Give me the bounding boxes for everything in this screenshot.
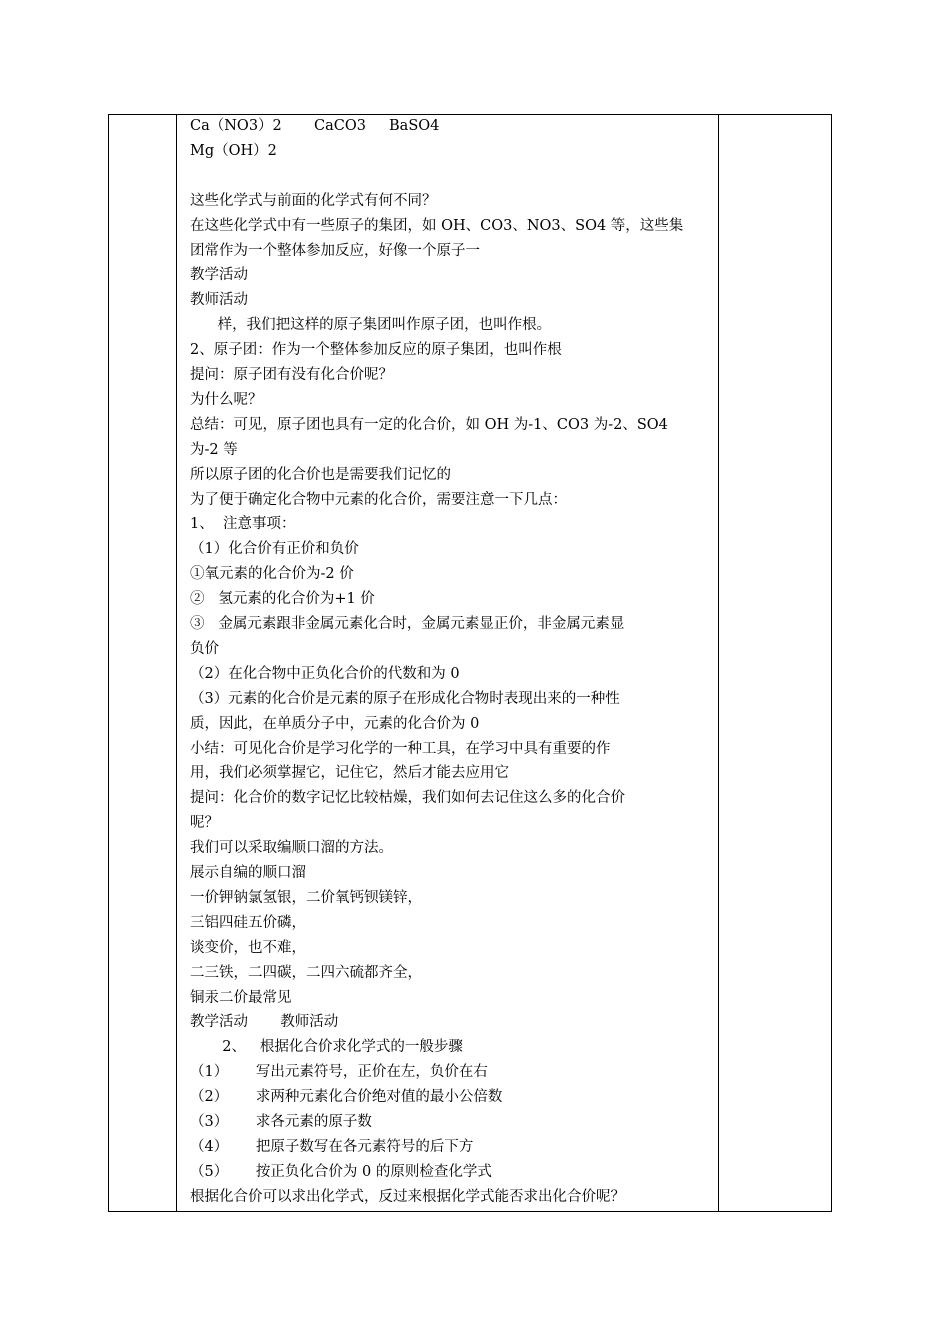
text-line: 根据化合价可以求出化学式，反过来根据化学式能否求出化合价呢？: [190, 1188, 625, 1205]
text-line: （2） 求两种元素化合价绝对值的最小公倍数: [190, 1089, 503, 1106]
text-line: ② 氢元素的化合价为+1 价: [190, 591, 375, 608]
text-line: 提问：化合价的数字记忆比较枯燥，我们如何去记住这么多的化合价: [190, 790, 625, 807]
text-line: 样，我们把这样的原子集团叫作原子团，也叫作根。: [190, 317, 552, 334]
text-line: 展示自编的顺口溜: [190, 865, 306, 881]
text-line: 呢？: [190, 815, 219, 832]
text-line: 教学活动 教师活动: [190, 1014, 339, 1031]
text-line: 负价: [190, 640, 219, 657]
text-line: 教师活动: [190, 292, 248, 309]
text-line: 为了便于确定化合物中元素的化合价，需要注意一下几点：: [190, 491, 567, 508]
text-line: 团常作为一个整体参加反应，好像一个原子一: [190, 242, 480, 259]
text-line: 为什么呢？: [190, 391, 263, 408]
text-line: Ca（NO3）2 CaCO3 BaSO4: [190, 118, 440, 134]
text-line: （1）化合价有正价和负价: [190, 541, 359, 558]
text-line: 二三铁，二四碳，二四六硫都齐全，: [190, 964, 422, 981]
column-divider: [718, 115, 719, 1211]
text-line: （2）在化合物中正负化合价的代数和为 0: [190, 665, 460, 682]
text-line: 小结：可见化合价是学习化学的一种工具，在学习中具有重要的作: [190, 740, 611, 757]
text-line: ③ 金属元素跟非金属元素化合时，金属元素显正价，非金属元素显: [190, 616, 625, 632]
text-line: 2、 根据化合价求化学式的一般步骤: [190, 1039, 463, 1056]
text-line: 我们可以采取编顺口溜的方法。: [190, 840, 393, 857]
text-line: 1、 注意事项：: [190, 516, 296, 533]
column-divider: [176, 115, 177, 1211]
text-line: （3） 求各元素的原子数: [190, 1114, 372, 1130]
text-line: （1） 写出元素符号，正价在左，负价在右: [190, 1064, 488, 1081]
text-line: （4） 把原子数写在各元素符号的后下方: [190, 1138, 474, 1155]
text-line: 提问：原子团有没有化合价呢？: [190, 367, 393, 383]
text-line: 总结：可见，原子团也具有一定的化合价，如 OH 为-1、CO3 为-2、SO4: [190, 416, 668, 433]
text-line: （5） 按正负化合价为 0 的原则检查化学式: [190, 1163, 492, 1180]
text-line: 铜汞二价最常见: [190, 989, 292, 1006]
text-line: 用，我们必须掌握它，记住它，然后才能去应用它: [190, 765, 509, 782]
text-line: Mg（OH）2: [190, 142, 277, 159]
text-line: 所以原子团的化合价也是需要我们记忆的: [190, 466, 451, 483]
text-line: 教学活动: [190, 267, 248, 284]
text-line: 三铝四硅五价磷，: [190, 914, 306, 931]
text-line: 这些化学式与前面的化学式有何不同？: [190, 192, 437, 209]
text-line: 为-2 等: [190, 441, 238, 458]
text-line: 在这些化学式中有一些原子的集团，如 OH、CO3、NO3、SO4 等，这些集: [190, 217, 684, 234]
text-line: 质，因此，在单质分子中，元素的化合价为 0: [190, 715, 480, 732]
text-line: 谈变价，也不难，: [190, 939, 306, 956]
text-line: 2、原子团：作为一个整体参加反应的原子集团，也叫作根: [190, 342, 562, 359]
text-line: 一价钾钠氯氢银，二价氧钙钡镁锌，: [190, 889, 422, 906]
text-line: （3）元素的化合价是元素的原子在形成化合物时表现出来的一种性: [190, 690, 620, 707]
text-line: ①氧元素的化合价为-2 价: [190, 566, 354, 583]
